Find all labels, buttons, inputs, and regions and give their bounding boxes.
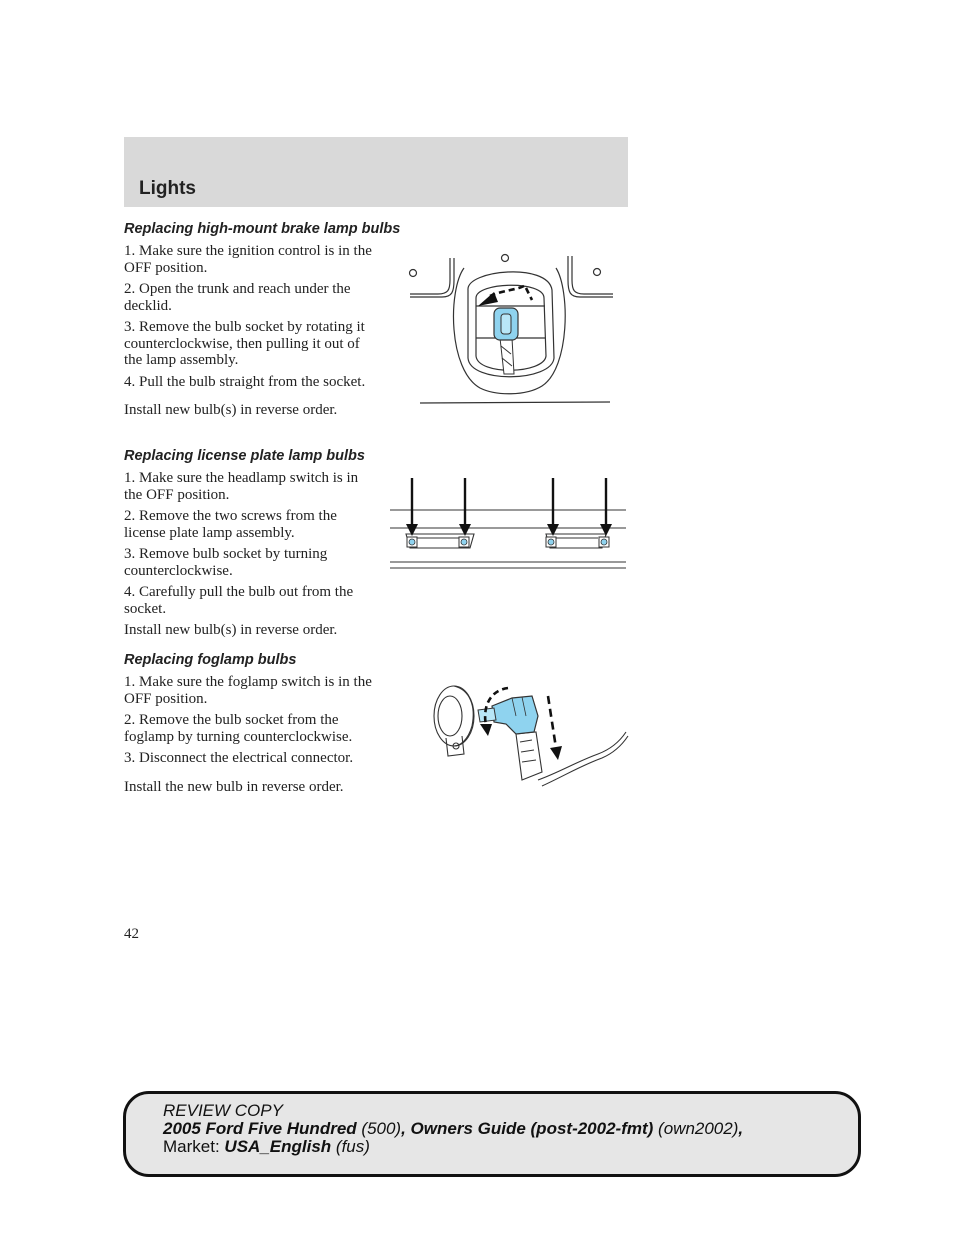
review-copy-footer [123, 1091, 861, 1177]
section-header-band [124, 137, 628, 207]
step-item: 1. Make sure the headlamp switch is in the OFF position. [124, 470, 359, 503]
step-item: 3. Remove bulb socket by turning counterclockwise. [124, 546, 328, 579]
steps-list [124, 243, 380, 390]
footer-text [163, 1102, 743, 1156]
section-title: Replacing foglamp bulbs [124, 652, 297, 668]
section-foglamp [124, 652, 380, 795]
footer-review-copy: REVIEW COPY [163, 1101, 283, 1120]
step-item: 2. Open the trunk and reach under the decklid. [124, 281, 351, 314]
step-item: 4. Carefully pull the bulb out from the socket. [124, 584, 354, 617]
step-item: 3. Disconnect the electrical connector. [124, 750, 354, 766]
steps-list [124, 470, 380, 617]
page-title: Lights [139, 178, 196, 199]
section-title: Replacing license plate lamp bulbs [124, 448, 365, 464]
install-note: Install the new bulb in reverse order. [124, 778, 344, 795]
footer-market-code: (fus) [335, 1137, 370, 1156]
step-item: 4. Pull the bulb straight from the socket. [124, 373, 366, 390]
step-item: 1. Make sure the ignition control is in the OFF position. [124, 243, 372, 276]
footer-guide: Owners Guide (post-2002-fmt) [410, 1119, 654, 1138]
install-note: Install new bulb(s) in reverse order. [124, 622, 338, 638]
footer-sep: , [738, 1119, 744, 1138]
steps-list [124, 674, 380, 767]
page-number: 42 [124, 926, 139, 942]
footer-guide-code: (own2002) [658, 1119, 739, 1138]
section-license-plate-lamp [124, 448, 380, 639]
footer-model-code: (500) [361, 1119, 402, 1138]
license-plate-lamp-illustration [388, 476, 628, 576]
foglamp-illustration [420, 676, 630, 800]
step-item: 2. Remove the bulb socket from the foglamp by turning counterclockwise. [124, 712, 353, 745]
footer-model: 2005 Ford Five Hundred [163, 1119, 357, 1138]
footer-sep: , [401, 1119, 411, 1138]
footer-market: USA_English [224, 1137, 332, 1156]
brake-lamp-illustration [408, 250, 628, 410]
section-high-mount-brake-lamp [124, 221, 400, 419]
step-item: 1. Make sure the foglamp switch is in the OFF position. [124, 674, 372, 707]
section-title: Replacing high-mount brake lamp bulbs [124, 221, 401, 237]
footer-market-label: Market: [163, 1137, 220, 1156]
install-note: Install new bulb(s) in reverse order. [124, 402, 338, 418]
step-item: 2. Remove the two screws from the license plate lamp assembly. [124, 508, 337, 541]
step-item: 3. Remove the bulb socket by rotating it counterclockwise, then pulling it out of the lamp assembly. [124, 319, 365, 368]
